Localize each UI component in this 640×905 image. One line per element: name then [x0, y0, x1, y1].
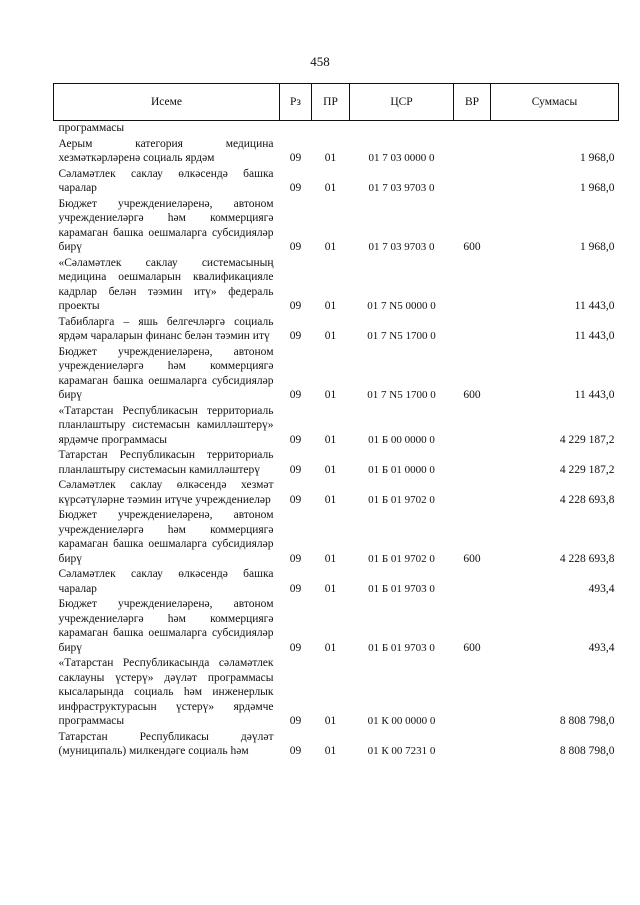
table-row [54, 256, 619, 315]
row-rz: 09 [289, 330, 302, 342]
row-name: Сәламәтлек саклау өлкәсендә башка чаралар [58, 167, 274, 194]
row-pr: 01 [324, 182, 337, 194]
row-sum: 1 968,0 [580, 152, 615, 164]
row-pr: 01 [324, 582, 337, 595]
row-vr [454, 256, 491, 315]
row-name: Сәламәтлек саклау өлкәсендә хезмәт күрсәтүләрне тәэмин итүче учреждениеләр [58, 479, 274, 506]
row-name: «Татарстан Республикасында сәламәтлек саклауны үстерү» дәүләт программасы кысаларында социаль һәм инженерлык инфраструктурасын үстерү» ярдәмче программасы [58, 657, 274, 727]
row-rz [280, 121, 312, 137]
table-row [54, 121, 619, 137]
table-body [54, 121, 619, 760]
header-csr: ЦСР [350, 84, 454, 121]
row-csr: 01 Б 01 9703 0 [368, 582, 435, 595]
row-sum: 11 443,0 [574, 300, 615, 312]
table-header [54, 84, 619, 121]
row-csr: 01 К 00 0000 0 [367, 715, 436, 727]
header-vr: ВР [454, 84, 491, 121]
row-name: Бюджет учреждениеләренә, автоном учреждениеләргә һәм коммерциягә карамаган башка оешмаларга субсидияләр бирү [58, 345, 274, 401]
row-vr [454, 404, 491, 449]
row-sum: 4 228 693,8 [559, 493, 615, 506]
row-name: «Сәламәтлек саклау системасының медицина оешмаларын квалификацияле кадрлар белән тәэмин итү» федераль проекты [58, 256, 274, 312]
row-csr: 01 7 N5 1700 0 [367, 389, 436, 401]
row-name: Татарстан Республикасы дәүләт (муниципаль) милкендәге социаль һәм [58, 730, 274, 757]
row-sum: 1 968,0 [580, 241, 615, 253]
row-vr [454, 315, 491, 345]
table-row [54, 197, 619, 256]
row-csr: 01 К 00 7231 0 [367, 745, 436, 757]
row-rz: 09 [289, 389, 302, 401]
header-sum: Суммасы [491, 84, 619, 121]
row-vr [454, 730, 491, 760]
row-csr [350, 121, 454, 137]
row-vr: 600 [463, 552, 481, 565]
row-pr: 01 [324, 493, 337, 506]
row-rz: 09 [289, 641, 302, 654]
row-rz: 09 [289, 300, 302, 312]
row-vr: 600 [463, 241, 481, 253]
row-name: «Татарстан Республикасын территориаль планлаштыру системасын камилләштерү» ярдәмче программасы [58, 404, 274, 446]
row-vr: 600 [463, 641, 481, 654]
row-pr: 01 [324, 433, 337, 446]
row-pr: 01 [324, 330, 337, 342]
row-pr: 01 [324, 641, 337, 654]
row-sum: 1 968,0 [580, 182, 615, 194]
table-row [54, 508, 619, 567]
row-pr: 01 [324, 745, 337, 757]
row-sum: 493,4 [588, 641, 615, 654]
row-pr: 01 [324, 152, 337, 164]
row-rz: 09 [289, 582, 302, 595]
header-rz: Рз [280, 84, 312, 121]
header-row [54, 84, 619, 121]
table-row [54, 137, 619, 167]
row-rz: 09 [289, 493, 302, 506]
row-rz: 09 [289, 241, 302, 253]
page-number: 458 [310, 54, 330, 69]
row-sum: 493,4 [588, 582, 615, 595]
row-rz: 09 [289, 745, 302, 757]
row-vr [454, 167, 491, 197]
row-csr: 01 Б 01 9702 0 [368, 493, 435, 506]
row-vr [454, 137, 491, 167]
row-name: Сәламәтлек саклау өлкәсендә башка чаралар [58, 568, 274, 595]
budget-table [53, 83, 619, 760]
table-row [54, 448, 619, 478]
table-row [54, 597, 619, 656]
row-csr: 01 7 N5 1700 0 [367, 330, 436, 342]
row-pr: 01 [324, 552, 337, 565]
row-csr: 01 Б 01 9703 0 [368, 641, 435, 654]
row-pr: 01 [324, 300, 337, 312]
row-sum: 11 443,0 [574, 330, 615, 342]
row-rz: 09 [289, 715, 302, 727]
row-vr [454, 567, 491, 597]
row-pr [312, 121, 350, 137]
row-sum: 4 229 187,2 [559, 463, 615, 476]
table-row [54, 478, 619, 508]
row-name: Бюджет учреждениеләренә, автоном учреждениеләргә һәм коммерциягә карамаган башка оешмаларга субсидияләр бирү [58, 509, 274, 565]
row-rz: 09 [289, 463, 302, 476]
row-csr: 01 7 03 9703 0 [368, 182, 435, 194]
row-pr: 01 [324, 463, 337, 476]
row-rz: 09 [289, 433, 302, 446]
row-name: программасы [58, 122, 125, 134]
row-csr: 01 Б 00 0000 0 [368, 433, 435, 446]
header-name: Исеме [54, 84, 280, 121]
row-csr: 01 Б 01 0000 0 [368, 463, 435, 476]
table-row [54, 656, 619, 730]
table-row [54, 315, 619, 345]
row-pr: 01 [324, 389, 337, 401]
row-rz: 09 [289, 152, 302, 164]
row-sum: 11 443,0 [574, 389, 615, 401]
row-vr [454, 656, 491, 730]
row-name: Аерым категория медицина хезмәткәрләренә социаль ярдәм [58, 137, 274, 164]
row-vr: 600 [463, 389, 481, 401]
row-rz: 09 [289, 182, 302, 194]
row-csr: 01 7 03 0000 0 [368, 152, 435, 164]
row-vr [454, 478, 491, 508]
row-sum [491, 121, 619, 137]
row-sum: 8 808 798,0 [559, 745, 615, 757]
header-pr: ПР [312, 84, 350, 121]
row-name: Табибларга – яшь белгечләргә социаль ярдәм чараларын финанс белән тәэмин итү [58, 315, 274, 342]
table-row [54, 404, 619, 449]
row-csr: 01 Б 01 9702 0 [368, 552, 435, 565]
row-csr: 01 7 03 9703 0 [368, 241, 435, 253]
row-name: Бюджет учреждениеләренә, автоном учреждениеләргә һәм коммерциягә карамаган башка оешмаларга субсидияләр бирү [58, 598, 274, 654]
table-row [54, 167, 619, 197]
row-name: Бюджет учреждениеләренә, автоном учреждениеләргә һәм коммерциягә карамаган башка оешмаларга субсидияләр бирү [58, 197, 274, 253]
row-pr: 01 [324, 715, 337, 727]
row-name: Татарстан Республикасын территориаль планлаштыру системасын камилләштерү [58, 449, 274, 476]
table-row [54, 730, 619, 760]
row-sum: 4 229 187,2 [559, 433, 615, 446]
row-sum: 8 808 798,0 [559, 715, 615, 727]
table-row [54, 345, 619, 404]
row-vr [454, 121, 491, 137]
row-vr [454, 448, 491, 478]
row-pr: 01 [324, 241, 337, 253]
row-csr: 01 7 N5 0000 0 [367, 300, 436, 312]
row-sum: 4 228 693,8 [559, 552, 615, 565]
row-rz: 09 [289, 552, 302, 565]
table-row [54, 567, 619, 597]
